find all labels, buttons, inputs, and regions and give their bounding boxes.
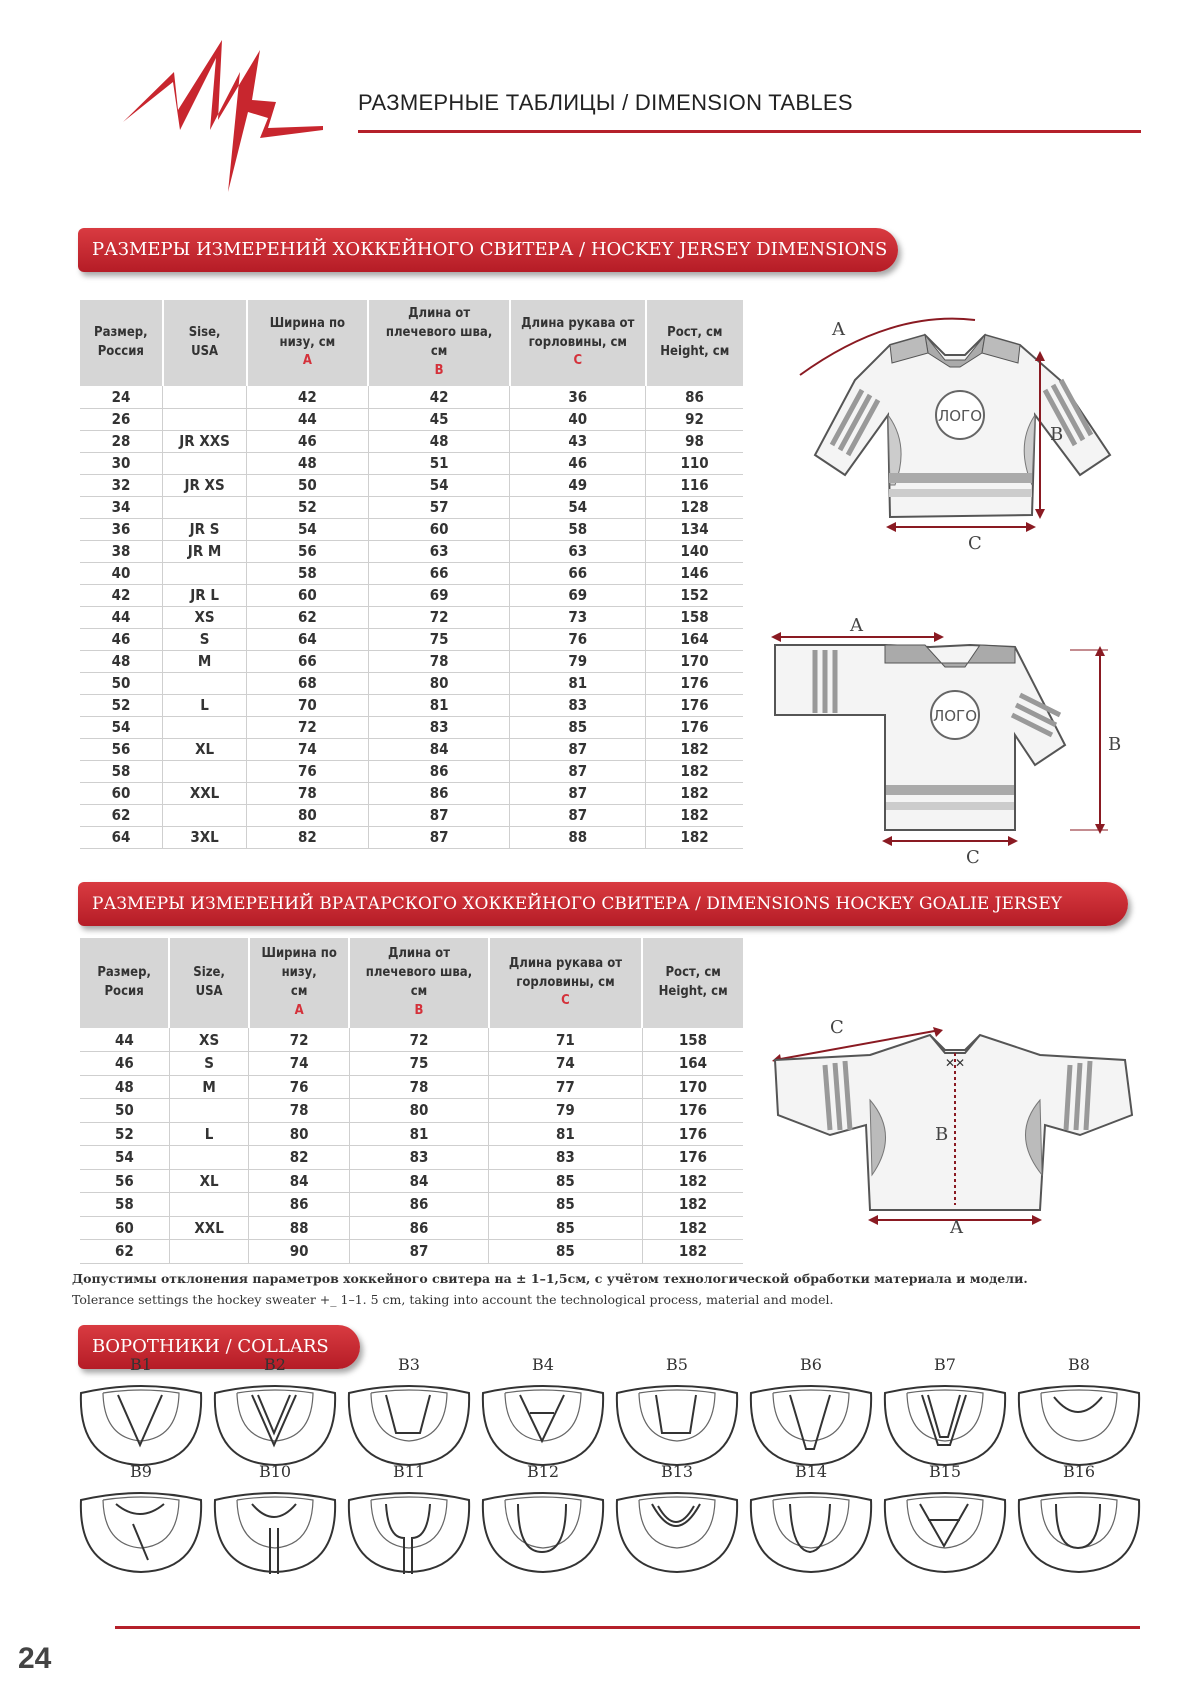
table-cell: 81	[510, 672, 646, 694]
table-cell: L	[163, 694, 247, 716]
table-cell: 45	[368, 408, 510, 430]
table-cell	[169, 1146, 249, 1170]
table-cell: 52	[80, 1122, 169, 1146]
jersey-diagram-side	[770, 605, 1150, 865]
table-row	[80, 628, 743, 650]
collar-label: B15	[928, 1462, 962, 1481]
table-cell: 79	[510, 650, 646, 672]
table-cell: JR XS	[163, 474, 247, 496]
table-cell: 86	[368, 782, 510, 804]
table-cell: 84	[349, 1169, 488, 1193]
svg-text:✕✕: ✕✕	[944, 1056, 966, 1070]
table-cell: 42	[247, 386, 369, 408]
table-row	[80, 716, 743, 738]
table-cell: 110	[646, 452, 743, 474]
table-cell: 152	[646, 584, 743, 606]
table-row	[80, 1240, 743, 1264]
table-cell: 170	[642, 1075, 743, 1099]
collar-b16-icon	[1016, 1490, 1142, 1574]
table-cell: 36	[510, 386, 646, 408]
col-header-size-usa: Sise, USA	[163, 300, 247, 386]
table-cell: 56	[80, 738, 163, 760]
logo-placeholder: ЛОГО	[937, 407, 983, 425]
table-cell: 58	[80, 1193, 169, 1217]
table-cell	[163, 562, 247, 584]
table-cell: M	[163, 650, 247, 672]
table-cell: 43	[510, 430, 646, 452]
table-cell: 182	[646, 782, 743, 804]
table-cell: XS	[169, 1028, 249, 1052]
table-cell	[163, 760, 247, 782]
collar-b9-icon	[78, 1490, 204, 1574]
table-cell	[169, 1099, 249, 1123]
table-row	[80, 694, 743, 716]
table-cell: 50	[80, 1099, 169, 1123]
table-cell: 146	[646, 562, 743, 584]
table-row	[80, 562, 743, 584]
table-row	[80, 408, 743, 430]
table-cell: 66	[510, 562, 646, 584]
table-cell: 60	[80, 1216, 169, 1240]
collar-label: B7	[934, 1355, 956, 1374]
table-cell: 69	[510, 584, 646, 606]
table-row	[80, 474, 743, 496]
table-cell: 84	[249, 1169, 349, 1193]
jersey-diagram-front	[770, 305, 1150, 550]
table-cell: 62	[80, 1240, 169, 1264]
brand-logo	[118, 30, 328, 205]
table-cell: 87	[510, 738, 646, 760]
table-cell	[163, 804, 247, 826]
svg-text:A: A	[850, 615, 863, 636]
table-cell	[163, 716, 247, 738]
table-cell: 86	[368, 760, 510, 782]
table-cell: 62	[80, 804, 163, 826]
table-cell: 81	[368, 694, 510, 716]
table-cell: 74	[249, 1052, 349, 1076]
table-cell: 44	[80, 606, 163, 628]
table-row	[80, 804, 743, 826]
jersey-dimensions-table	[80, 300, 743, 849]
table-cell: 24	[80, 386, 163, 408]
table-cell: 73	[510, 606, 646, 628]
collar-b6-icon	[748, 1383, 874, 1467]
table-cell: L	[169, 1122, 249, 1146]
table-row	[80, 452, 743, 474]
table-cell: 46	[80, 628, 163, 650]
table-row	[80, 540, 743, 562]
table-cell: 170	[646, 650, 743, 672]
collar-b7-icon	[882, 1383, 1008, 1467]
table-cell: 134	[646, 518, 743, 540]
table-row	[80, 386, 743, 408]
table-cell: 182	[642, 1169, 743, 1193]
collar-label: B9	[130, 1462, 152, 1481]
table-cell: 48	[80, 1075, 169, 1099]
table-row	[80, 1075, 743, 1099]
table-cell: 81	[489, 1122, 643, 1146]
table-row	[80, 518, 743, 540]
table-cell: 76	[510, 628, 646, 650]
table-cell: 46	[247, 430, 369, 452]
collar-label: B13	[660, 1462, 694, 1481]
table-cell: 87	[368, 804, 510, 826]
collar-label: B16	[1062, 1462, 1096, 1481]
table-row	[80, 826, 743, 848]
table-cell: 82	[249, 1146, 349, 1170]
table-cell: 69	[368, 584, 510, 606]
table-cell: 158	[642, 1028, 743, 1052]
table-cell: 140	[646, 540, 743, 562]
table-cell: S	[169, 1052, 249, 1076]
table-cell: 49	[510, 474, 646, 496]
table-cell: 54	[510, 496, 646, 518]
table-cell: JR S	[163, 518, 247, 540]
table-cell: 98	[646, 430, 743, 452]
table-cell: XL	[163, 738, 247, 760]
table-cell: 66	[247, 650, 369, 672]
header-divider	[358, 130, 1141, 133]
svg-text:ЛОГО: ЛОГО	[932, 707, 978, 725]
table-cell: 78	[349, 1075, 488, 1099]
svg-text:A: A	[950, 1217, 963, 1235]
table-cell: 128	[646, 496, 743, 518]
svg-text:B: B	[1108, 734, 1122, 755]
page-number: 24	[18, 1642, 52, 1675]
table-cell: 42	[368, 386, 510, 408]
tolerance-note-ru: Допустимы отклонения параметров хоккейного свитера на ± 1–1,5см, с учётом технологической обработки материала и модели.	[72, 1271, 1028, 1286]
table-cell: 82	[247, 826, 369, 848]
collars-banner: ВОРОТНИКИ / COLLARS	[78, 1325, 360, 1369]
table-cell: 182	[642, 1216, 743, 1240]
table-cell: 78	[249, 1099, 349, 1123]
table-cell: 58	[247, 562, 369, 584]
collar-label: B6	[800, 1355, 822, 1374]
table-row	[80, 1193, 743, 1217]
table-cell: 30	[80, 452, 163, 474]
collar-b13-icon	[614, 1490, 740, 1574]
table-cell: 50	[80, 672, 163, 694]
table-cell: 90	[249, 1240, 349, 1264]
col-header-size-usa: Size, USA	[169, 938, 249, 1028]
table-cell: 72	[349, 1028, 488, 1052]
table-cell: 42	[80, 584, 163, 606]
table-cell: S	[163, 628, 247, 650]
col-header-width: Ширина по низу, см A	[249, 938, 349, 1028]
table-cell: 85	[510, 716, 646, 738]
table-cell: 116	[646, 474, 743, 496]
tolerance-note-en: Tolerance settings the hockey sweater +_ 1–1. 5 cm, taking into account the technological process, material and model.	[72, 1292, 834, 1307]
table-cell: 87	[510, 760, 646, 782]
table-cell: 71	[489, 1028, 643, 1052]
table-cell: 87	[510, 782, 646, 804]
table-cell: XS	[163, 606, 247, 628]
table-cell: 50	[247, 474, 369, 496]
col-header-sleeve: Длина рукава от горловины, см C	[489, 938, 643, 1028]
table-cell: 40	[510, 408, 646, 430]
table-cell: 176	[646, 716, 743, 738]
table-cell: 51	[368, 452, 510, 474]
table-cell: 56	[247, 540, 369, 562]
table-cell: 80	[249, 1122, 349, 1146]
table-cell: 68	[247, 672, 369, 694]
table-cell: 75	[368, 628, 510, 650]
table-cell: M	[169, 1075, 249, 1099]
table-cell: 84	[368, 738, 510, 760]
col-header-width: Ширина по низу, см A	[247, 300, 369, 386]
table-cell: 72	[368, 606, 510, 628]
table-cell: 176	[642, 1146, 743, 1170]
table-row	[80, 650, 743, 672]
table-cell: 88	[249, 1216, 349, 1240]
table-cell: 58	[80, 760, 163, 782]
table-cell: 74	[489, 1052, 643, 1076]
table-cell: 77	[489, 1075, 643, 1099]
col-header-size-ru: Размер, Россия	[80, 300, 163, 386]
table-cell: 80	[368, 672, 510, 694]
table-row	[80, 1028, 743, 1052]
table-cell: 3XL	[163, 826, 247, 848]
table-cell: 70	[247, 694, 369, 716]
table-cell	[163, 496, 247, 518]
svg-text:C: C	[830, 1017, 844, 1038]
goalie-dimensions-banner: РАЗМЕРЫ ИЗМЕРЕНИЙ ВРАТАРСКОГО ХОККЕЙНОГО СВИТЕРА / DIMENSIONS HOCKEY GOALIE JERSEY	[78, 882, 1128, 926]
table-cell: 92	[646, 408, 743, 430]
table-cell: 44	[247, 408, 369, 430]
goalie-jersey-diagram	[770, 1005, 1140, 1235]
table-row	[80, 584, 743, 606]
table-row	[80, 606, 743, 628]
table-cell: 176	[646, 672, 743, 694]
collar-label: B5	[666, 1355, 688, 1374]
table-row	[80, 760, 743, 782]
collar-b4-icon	[480, 1383, 606, 1467]
table-cell: 72	[247, 716, 369, 738]
table-cell: 54	[80, 716, 163, 738]
table-cell: 60	[247, 584, 369, 606]
table-cell: 86	[249, 1193, 349, 1217]
table-cell: 60	[368, 518, 510, 540]
collar-b14-icon	[748, 1490, 874, 1574]
table-cell: 182	[642, 1193, 743, 1217]
table-cell: 48	[368, 430, 510, 452]
table-cell: 83	[368, 716, 510, 738]
svg-text:B: B	[1050, 424, 1064, 445]
table-cell: 63	[510, 540, 646, 562]
table-cell: 78	[247, 782, 369, 804]
table-cell: 46	[510, 452, 646, 474]
table-cell: 79	[489, 1099, 643, 1123]
table-row	[80, 672, 743, 694]
table-cell: 88	[510, 826, 646, 848]
table-cell: 86	[349, 1193, 488, 1217]
collar-label: B1	[130, 1355, 152, 1374]
collar-label: B10	[258, 1462, 292, 1481]
footer-divider	[115, 1626, 1140, 1629]
collar-b15-icon	[882, 1490, 1008, 1574]
table-cell: 58	[510, 518, 646, 540]
table-cell: 81	[349, 1122, 488, 1146]
collar-label: B12	[526, 1462, 560, 1481]
collar-label: B2	[264, 1355, 286, 1374]
table-cell: 54	[247, 518, 369, 540]
table-cell: 63	[368, 540, 510, 562]
table-cell: 85	[489, 1240, 643, 1264]
table-cell: 64	[247, 628, 369, 650]
table-row	[80, 430, 743, 452]
table-cell: 38	[80, 540, 163, 562]
table-cell: 74	[247, 738, 369, 760]
table-cell: XXL	[163, 782, 247, 804]
table-cell: 52	[80, 694, 163, 716]
table-cell: 80	[247, 804, 369, 826]
table-cell: 83	[489, 1146, 643, 1170]
table-cell: 46	[80, 1052, 169, 1076]
table-cell: 164	[646, 628, 743, 650]
svg-text:B: B	[935, 1124, 949, 1145]
table-cell: 176	[642, 1122, 743, 1146]
col-header-length: Длина от плечевого шва, см B	[349, 938, 488, 1028]
collar-b10-icon	[212, 1490, 338, 1574]
table-cell: 32	[80, 474, 163, 496]
table-cell	[163, 386, 247, 408]
table-cell: 76	[249, 1075, 349, 1099]
collar-b1-icon	[78, 1383, 204, 1467]
table-cell: 36	[80, 518, 163, 540]
label-a: A	[832, 319, 845, 340]
col-header-size-ru: Размер, Росия	[80, 938, 169, 1028]
table-cell: XXL	[169, 1216, 249, 1240]
table-cell: 182	[646, 760, 743, 782]
table-cell: 66	[368, 562, 510, 584]
table-cell: 86	[349, 1216, 488, 1240]
svg-text:C: C	[966, 847, 980, 865]
table-cell: 52	[247, 496, 369, 518]
table-row	[80, 496, 743, 518]
col-header-sleeve: Длина рукава от горловины, см C	[510, 300, 646, 386]
table-cell: 72	[249, 1028, 349, 1052]
table-row	[80, 1146, 743, 1170]
col-header-length: Длина от плечевого шва, см B	[368, 300, 510, 386]
table-cell: 75	[349, 1052, 488, 1076]
table-cell: 48	[80, 650, 163, 672]
collar-b12-icon	[480, 1490, 606, 1574]
table-cell: 60	[80, 782, 163, 804]
table-cell	[163, 408, 247, 430]
table-row	[80, 1052, 743, 1076]
svg-text:C: C	[968, 533, 982, 550]
table-cell: 182	[646, 804, 743, 826]
collar-b8-icon	[1016, 1383, 1142, 1467]
page-title: РАЗМЕРНЫЕ ТАБЛИЦЫ / DIMENSION TABLES	[358, 90, 853, 115]
table-cell: 176	[642, 1099, 743, 1123]
table-cell: 40	[80, 562, 163, 584]
table-cell	[163, 672, 247, 694]
table-cell: 182	[646, 738, 743, 760]
table-cell: 76	[247, 760, 369, 782]
table-cell: 26	[80, 408, 163, 430]
table-cell: XL	[169, 1169, 249, 1193]
table-row	[80, 1216, 743, 1240]
table-cell	[169, 1193, 249, 1217]
table-cell: 44	[80, 1028, 169, 1052]
table-row	[80, 738, 743, 760]
collar-b3-icon	[346, 1383, 472, 1467]
collar-label: B14	[794, 1462, 828, 1481]
table-row	[80, 1169, 743, 1193]
collar-label: B3	[398, 1355, 420, 1374]
table-cell: 87	[510, 804, 646, 826]
table-cell: JR XXS	[163, 430, 247, 452]
table-cell: 28	[80, 430, 163, 452]
collar-b2-icon	[212, 1383, 338, 1467]
table-cell: 87	[368, 826, 510, 848]
table-cell	[169, 1240, 249, 1264]
goalie-dimensions-table	[80, 938, 743, 1264]
table-cell: 85	[489, 1169, 643, 1193]
table-row	[80, 782, 743, 804]
table-cell: 83	[510, 694, 646, 716]
col-header-height: Рост, см Height, см	[642, 938, 743, 1028]
collar-label: B4	[532, 1355, 554, 1374]
table-cell: 54	[80, 1146, 169, 1170]
table-cell: 176	[646, 694, 743, 716]
table-row	[80, 1122, 743, 1146]
table-cell: 87	[349, 1240, 488, 1264]
table-cell: 80	[349, 1099, 488, 1123]
table-cell	[163, 452, 247, 474]
table-cell: 182	[642, 1240, 743, 1264]
table-cell: 78	[368, 650, 510, 672]
collar-label: B11	[392, 1462, 426, 1481]
table-cell: 56	[80, 1169, 169, 1193]
table-cell: 54	[368, 474, 510, 496]
table-row	[80, 1099, 743, 1123]
table-cell: 83	[349, 1146, 488, 1170]
collar-b11-icon	[346, 1490, 472, 1574]
table-cell: 57	[368, 496, 510, 518]
table-cell: JR M	[163, 540, 247, 562]
table-cell: 182	[646, 826, 743, 848]
collar-label: B8	[1068, 1355, 1090, 1374]
table-cell: 34	[80, 496, 163, 518]
table-cell: 158	[646, 606, 743, 628]
table-cell: 85	[489, 1193, 643, 1217]
table-cell: 164	[642, 1052, 743, 1076]
table-cell: JR L	[163, 584, 247, 606]
table-cell: 85	[489, 1216, 643, 1240]
jersey-dimensions-banner: РАЗМЕРЫ ИЗМЕРЕНИЙ ХОККЕЙНОГО СВИТЕРА / HOCKEY JERSEY DIMENSIONS	[78, 228, 898, 272]
table-cell: 48	[247, 452, 369, 474]
collar-b5-icon	[614, 1383, 740, 1467]
table-cell: 86	[646, 386, 743, 408]
table-cell: 64	[80, 826, 163, 848]
col-header-height: Рост, см Height, см	[646, 300, 743, 386]
table-cell: 62	[247, 606, 369, 628]
